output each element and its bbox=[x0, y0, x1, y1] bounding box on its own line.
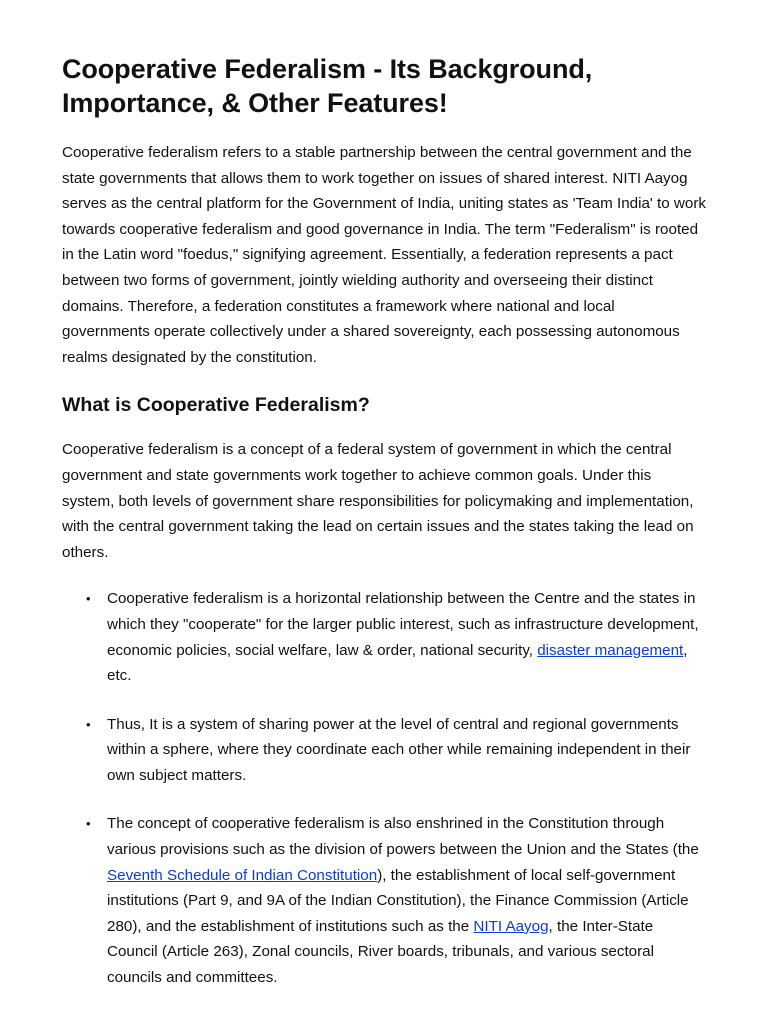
seventh-schedule-link[interactable]: Seventh Schedule of Indian Constitution bbox=[107, 866, 378, 884]
section-heading: What is Cooperative Federalism? bbox=[62, 394, 370, 417]
bullet-icon: • bbox=[86, 591, 91, 607]
bullet-text: , etc. bbox=[107, 641, 688, 685]
niti-aayog-link[interactable]: NITI Aayog bbox=[473, 917, 549, 935]
bullet-text: Cooperative federalism is a horizontal relationship between the Centre and the states in which they "cooperate" for the larger public interest, such as infrastructure development, economic policies, social welfare, law & order, national security, bbox=[107, 590, 699, 659]
article-title: Cooperative Federalism - Its Background, Importance, & Other Features! bbox=[62, 54, 593, 118]
disaster-management-link[interactable]: disaster management bbox=[537, 641, 684, 659]
list-item bbox=[86, 586, 706, 688]
list-item bbox=[86, 712, 706, 789]
bullet-icon: • bbox=[86, 816, 91, 832]
intro-paragraph: Cooperative federalism refers to a stable partnership between the central government and the state governments that allows them to work together on issues of shared interest. NITI Aayog serves as the central platform for the Government of India, uniting states as 'Team India' to work towards cooperative federalism and good governance in India. The term "Federalism" is rooted in the Latin word "foedus," signifying agreement. Essentially, a federation represents a pact between two forms of government, jointly wielding authority and overseeing their distinct domains. Therefore, a federation constitutes a framework where national and local governments operate collectively under a shared sovereignty, each possessing autonomous realms designated by the constitution. bbox=[62, 144, 706, 366]
bullet-icon: • bbox=[86, 716, 91, 732]
bullet-text: The concept of cooperative federalism is also enshrined in the Constitution through various provisions such as the division of powers between the Union and the States (the bbox=[107, 815, 699, 859]
bullet-list bbox=[62, 586, 706, 990]
list-item bbox=[86, 811, 706, 990]
bullet-text: ), the establishment of local self-government institutions (Part 9, and 9A of the Indian Constitution), the Finance Commission (Article 280), and the establishment of institutions such as the bbox=[107, 866, 689, 935]
section-paragraph: Cooperative federalism is a concept of a federal system of government in which the central government and state governments work together to achieve common goals. Under this system, both levels of government share responsibilities for policymaking and implementation, with the central government taking the lead on certain issues and the states taking the lead on others. bbox=[62, 441, 694, 561]
bullet-text: Thus, It is a system of sharing power at the level of central and regional governments within a sphere, where they coordinate each other while remaining independent in their own subject matters. bbox=[107, 715, 691, 784]
bullet-text: , the Inter-State Council (Article 263), Zonal councils, River boards, tribunals, and various sectoral councils and committees. bbox=[107, 917, 654, 987]
